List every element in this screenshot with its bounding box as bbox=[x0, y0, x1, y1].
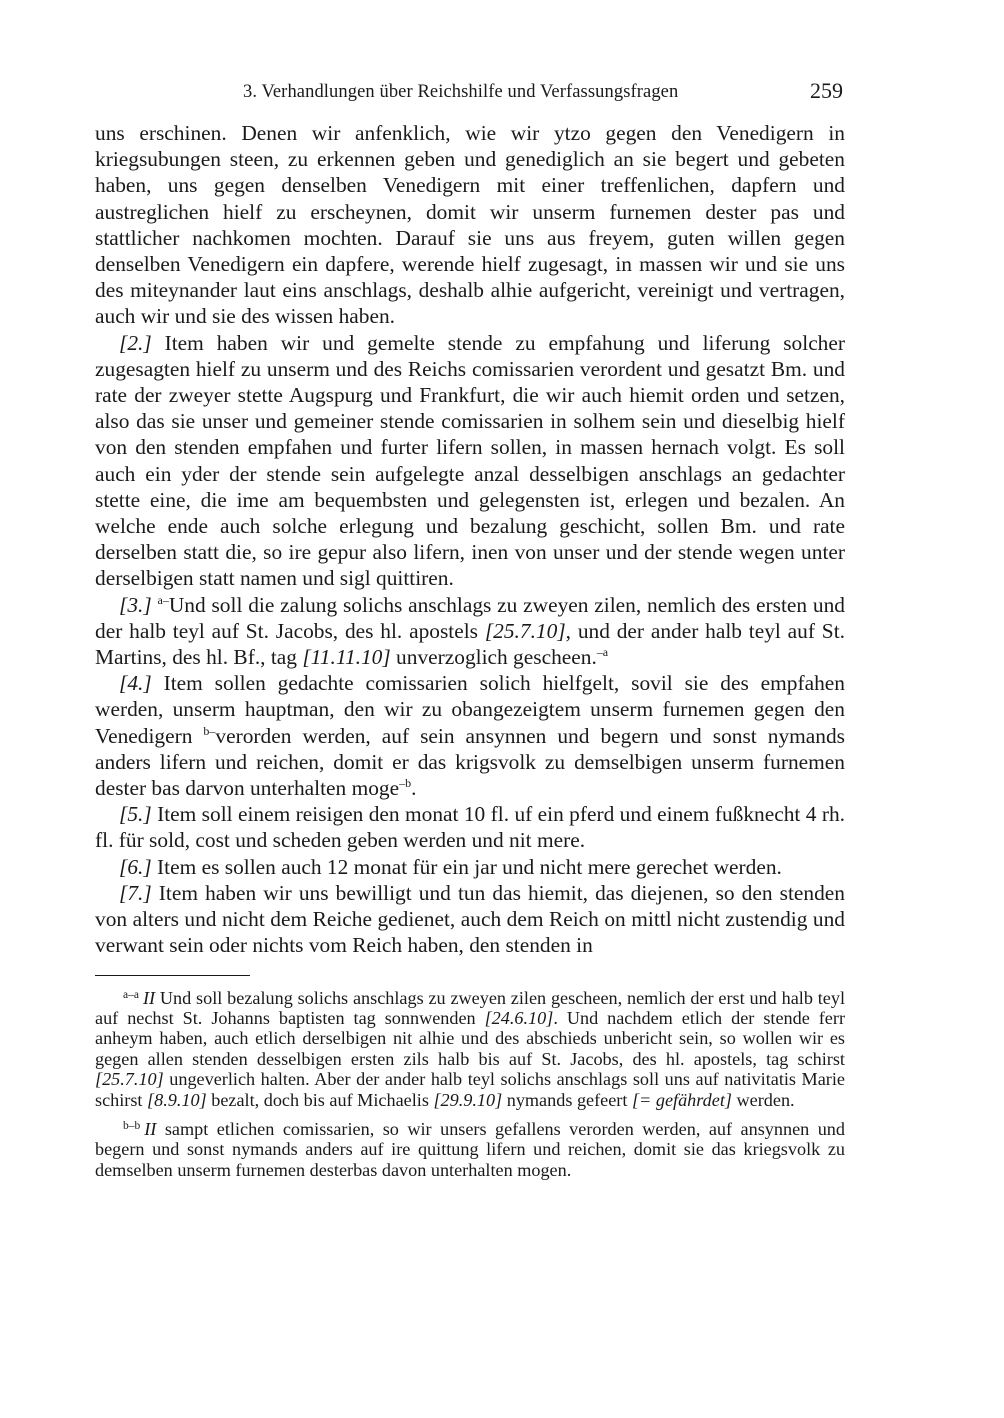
footnote-mark-close: –a bbox=[596, 645, 609, 660]
footnotes bbox=[95, 988, 845, 1181]
paragraph-3 bbox=[95, 592, 845, 671]
paragraph-number: [7.] bbox=[119, 880, 152, 905]
paragraph-6 bbox=[95, 854, 845, 880]
paragraph-number: [5.] bbox=[119, 802, 152, 827]
running-head bbox=[95, 78, 845, 112]
manuscript-siglum: II bbox=[142, 987, 156, 1008]
main-text bbox=[95, 120, 845, 959]
paragraph-4 bbox=[95, 670, 845, 801]
footnote-text: nymands gefeert bbox=[502, 1089, 632, 1110]
page-number: 259 bbox=[810, 78, 843, 103]
footnote-b bbox=[95, 1119, 845, 1180]
footnote-text: bezalt, doch bis auf Michaelis bbox=[206, 1089, 434, 1110]
paragraph-number: [4.] bbox=[119, 671, 152, 696]
footnote-text: . Und nachdem etlich der stende ferr anheym haben, auch etlich derselbigen nit alhie und des abschieds unbericht sein, so wollen wir es gegen allen stenden desselbigen ersten zils halb bis auf St. Jacobs, des hl. apostels, tag schirst bbox=[95, 1007, 845, 1069]
paragraph-continuation bbox=[95, 120, 845, 330]
paragraph-7 bbox=[95, 880, 845, 959]
paragraph-number: [6.] bbox=[119, 854, 152, 879]
date-reference: [8.9.10] bbox=[147, 1089, 207, 1110]
footnote-text: werden. bbox=[731, 1089, 795, 1110]
paragraph-5 bbox=[95, 801, 845, 853]
paragraph-2 bbox=[95, 330, 845, 592]
running-title: 3. Verhandlungen über Reichshilfe und Verfassungsfragen bbox=[243, 82, 679, 102]
date-reference: [25.7.10] bbox=[95, 1069, 164, 1090]
date-reference: [29.9.10] bbox=[433, 1089, 503, 1110]
paragraph-number: [2.] bbox=[119, 330, 152, 355]
editorial-gloss: [= gefährdet] bbox=[631, 1089, 732, 1110]
paragraph-text: Item soll einem reisigen den monat 10 fl. uf ein pferd und einem fußknecht 4 rh. fl. für sold, cost und scheden geben werden und nit mere. bbox=[95, 802, 845, 853]
paragraph-text: . bbox=[411, 776, 417, 801]
footnote-text: ungeverlich halten. Aber der ander halb teyl solichs anschlags soll uns auf nativitatis Marie schirst bbox=[95, 1069, 845, 1110]
footnote-text: Und soll bezalung solichs anschlags zu zweyen zilen gescheen, nemlich der erst und halb teyl auf nechst St. Johanns baptisten tag sonnwenden bbox=[95, 987, 845, 1028]
paragraph-number: [3.] bbox=[119, 592, 152, 617]
paragraph-text: Item sollen gedachte comissarien solich hielfgelt, sovil sie des empfahen werden, unserm hauptman, den wir zu obangezeigtem unserm furnemen gegen den Venedigern bbox=[95, 671, 845, 748]
paragraph-text: Item haben wir und gemelte stende zu empfahung und liferung solcher zugesagten hielf zu unserm und des Reichs comissarien verordent und gesatzt Bm. und rate der zweyer stette Augspurg und Frankfurt, die wir auch hiemit orden und setzen, also das sie unser und gemeiner stende comissarien in solhem sein und dieselbig hielf von den stenden empfahen und furter lifern sollen, in massen hernach volgt. Es soll auch ein yder der stende sein aufgelegte anzal desselbigen anschlags an gedachter stette eine, die ime am bequembsten und gelegensten ist, erlegen und bezalen. An welche ende auch solche erlegung und bezalung geschicht, sollen Bm. und rate derselben statt die, so ire gepur also lifern, inen von unser und der stende wegen unter derselbigen statt namen und sigl quittiren. bbox=[95, 330, 845, 591]
footnote-mark-close: –b bbox=[399, 776, 412, 791]
paragraph-text: uns erschinen. Denen wir anfenklich, wie wir ytzo gegen den Venedigern in kriegsubungen steen, zu erkennen geben und genediglich an sie begert und gebeten haben, uns gegen denselben Venedigern mit einer treffenlichen, dapfern und austreglichen hielf zu erscheynen, domit wir unserm furnemen dester pas und stattlicher nachkomen mochten. Darauf sie uns aus freyem, guten willen gegen denselben Venedigern ein dapfere, werende hielf zugesagt, in massen wir und sie uns des miteynander laut eins anschlags, deshalb alhie aufgericht, vereinigt und vertragen, auch wir und sie des wissen haben. bbox=[95, 121, 845, 329]
date-reference: [24.6.10] bbox=[484, 1007, 554, 1028]
footnote-a bbox=[95, 988, 845, 1110]
paragraph-text: unverzoglich gescheen. bbox=[390, 645, 597, 670]
paragraph-text: Item es sollen auch 12 monat für ein jar und nicht mere gerechet werden. bbox=[151, 854, 782, 879]
footnote-divider bbox=[95, 975, 250, 976]
paragraph-text: , und der ander halb teyl auf St. Martins, des hl. Bf., tag bbox=[95, 618, 845, 670]
footnote-label: b–b bbox=[123, 1119, 141, 1132]
footnote-mark-open: a– bbox=[157, 592, 169, 607]
paragraph-text: Und soll die zalung solichs anschlags zu zweyen zilen, nemlich des ersten und der halb teyl auf St. Jacobs, des hl. apostels bbox=[95, 592, 845, 643]
paragraph-text: Item haben wir uns bewilligt und tun das hiemit, das diejenen, so den stenden von alters und nicht dem Reiche gedienet, auch dem Reich on mittl nicht zustendig und verwant sein oder nichts vom Reich haben, den stenden in bbox=[95, 880, 845, 958]
date-reference: [11.11.10] bbox=[302, 645, 391, 670]
manuscript-siglum: II bbox=[144, 1118, 157, 1139]
date-reference: [25.7.10] bbox=[484, 618, 566, 643]
footnote-mark-open: b– bbox=[203, 723, 216, 738]
footnote-label: a–a bbox=[123, 988, 139, 1001]
paragraph-text: verorden werden, auf sein ansynnen und begern und sonst nymands anders lifern und reichen, domit er das krigsvolk zu demselbigen unserm furnemen dester bas darvon unterhalten moge bbox=[95, 723, 845, 801]
footnote-text: sampt etlichen comissarien, so wir unsers gefallens verorden werden, auf ansynnen und begern und sonst nymands anders auf ire quittung lifern und reichen, domit sie das kriegsvolk zu demselben unserm furnemen desterbas davon unterhalten mogen. bbox=[95, 1118, 845, 1180]
page bbox=[95, 78, 845, 1189]
